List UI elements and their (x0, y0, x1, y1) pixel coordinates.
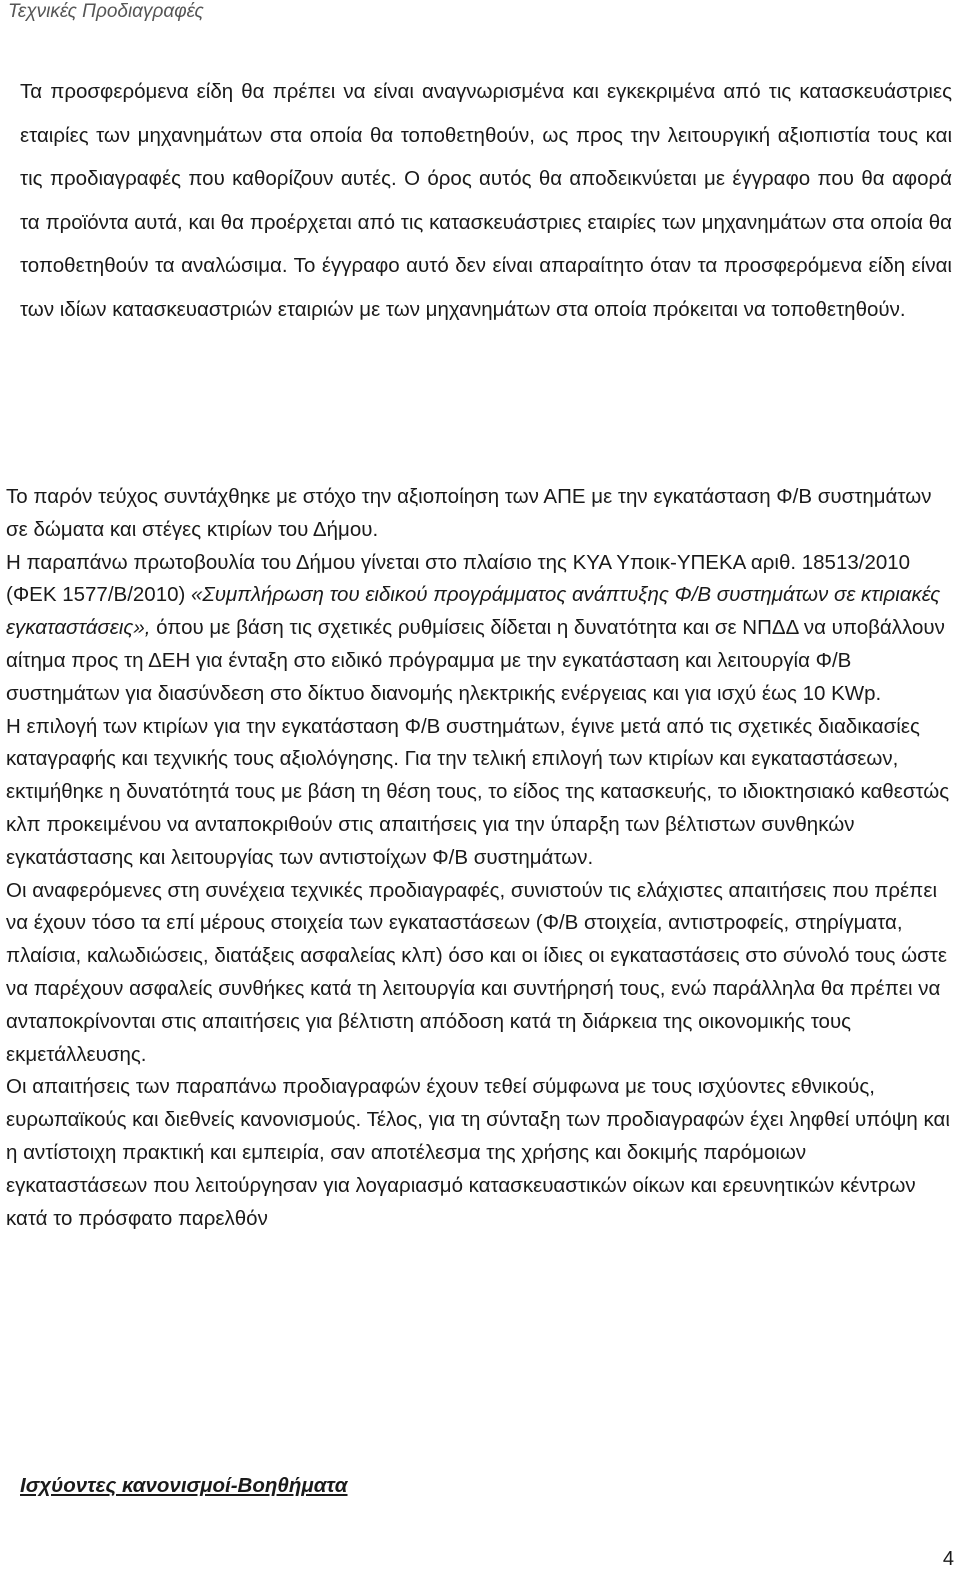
paragraph-building-selection: Η επιλογή των κτιρίων για την εγκατάσταση Φ/Β συστημάτων, έγινε μετά από τις σχετικές διαδικασίες καταγραφής και τεχνικής τους αξιολόγησης. Για την τελική επιλογή των κτιρίων και εγκαταστάσεων, εκτιμήθηκε η δυνατότητά τους με βάση τη θέση τους, το είδος της κατασκευής, το ιδιοκτησιακό καθεστώς κλπ προκειμένου να ανταποκριθούν στις απαιτήσεις για την ύπαρξη των βέλτιστων συνθηκών εγκατάστασης και λειτουργίας των αντιστοίχων Φ/Β συστημάτων. (6, 714, 950, 869)
paragraph-regulations-compliance: Οι απαιτήσεις των παραπάνω προδιαγραφών έχουν τεθεί σύμφωνα με τους ισχύοντες εθνικούς, ευρωπαϊκούς και διεθνείς κανονισμούς. Τέλος, για τη σύνταξη των προδιαγραφών έχει ληφθεί υπόψη και η αντίστοιχη πρακτική και εμπειρία, σαν αποτέλεσμα της χρήσης και δοκιμής παρόμοιων εγκαταστάσεων που λειτούργησαν για λογαριασμό κατασκευαστικών οίκων και ερευνητικών κέντρων κατά το πρόσφατο παρελθόν (6, 1075, 950, 1230)
paragraph-consumables-approval: Τα προσφερόμενα είδη θα πρέπει να είναι αναγνωρισμένα και εγκεκριμένα από τις κατασκευάστριες εταιρίες των μηχανημάτων στα οποία θα τοποθετηθούν, ως προς την λειτουργική αξιοπιστία τους και τις προδιαγραφές που καθορίζουν αυτές. Ο όρος αυτός θα αποδεικνύεται με έγγραφο που θα αφορά τα προϊόντα αυτά, και θα προέρχεται από τις κατασκευάστριες εταιρίες των μηχανημάτων στα οποία θα τοποθετηθούν τα αναλώσιμα. Το έγγραφο αυτό δεν είναι απαραίτητο όταν τα προσφερόμενα είδη είναι των ιδίων κατασκευαστριών εταιριών με των μηχανημάτων στα οποία πρόκειται να τοποθετηθούν. (20, 80, 952, 321)
paragraph-document-purpose: Το παρόν τεύχος συντάχθηκε με στόχο την αξιοποίηση των ΑΠΕ με την εγκατάσταση Φ/Β συστημάτων σε δώματα και στέγες κτιρίων του Δήμου. (6, 485, 932, 541)
section-heading-regulations: Ισχύοντες κανονισμοί-Βοηθήματα (20, 1474, 348, 1497)
paragraph-kya-initiative (6, 547, 950, 711)
page-number: 4 (942, 1548, 954, 1570)
kya-text-before: Η παραπάνω πρωτοβουλία του Δήμου γίνεται στο πλαίσιο της ΚΥΑ Υποικ-ΥΠΕΚΑ αριθ. 18513/2010 (ΦΕΚ 1577/Β/2010) (6, 550, 911, 607)
kya-text-after: όπου με βάση τις σχετικές ρυθμίσεις δίδεται η δυνατότητα και σε ΝΠΔΔ να υποβάλλουν αίτημα προς τη ΔΕΗ για ένταξη στο ειδικό πρόγραμμα με την εγκατάσταση και λειτουργία Φ/Β συστημάτων για διασύνδεση στο δίκτυο διανομής ηλεκτρικής ενέργειας και για ισχύ έως 10 KWp. (6, 616, 945, 705)
page-header-title: Τεχνικές Προδιαγραφές (8, 1, 204, 22)
program-title-italic: «Συμπλήρωση του ειδικού προγράμματος ανάπτυξης Φ/Β συστημάτων σε κτιριακές εγκαταστάσεις», (6, 583, 941, 640)
pv-systems-text-block (6, 481, 950, 1235)
paragraph-minimum-requirements: Οι αναφερόμενες στη συνέχεια τεχνικές προδιαγραφές, συνιστούν τις ελάχιστες απαιτήσεις που πρέπει να έχουν τόσο τα επί μέρους στοιχεία των εγκαταστάσεων (Φ/Β στοιχεία, αντιστροφείς, στηρίγματα, πλαίσια, καλωδιώσεις, διατάξεις ασφαλείας κλπ) όσο και οι ίδιες οι εγκαταστάσεις στο σύνολό τους ώστε να παρέχουν ασφαλείς συνθήκες κατά τη λειτουργία και συντήρησή τους, ενώ παράλληλα θα πρέπει να ανταποκρίνονται στις απαιτήσεις για βέλτιστη απόδοση κατά τη διάρκεια της οικονομικής τους εκμετάλλευσης. (6, 878, 947, 1066)
